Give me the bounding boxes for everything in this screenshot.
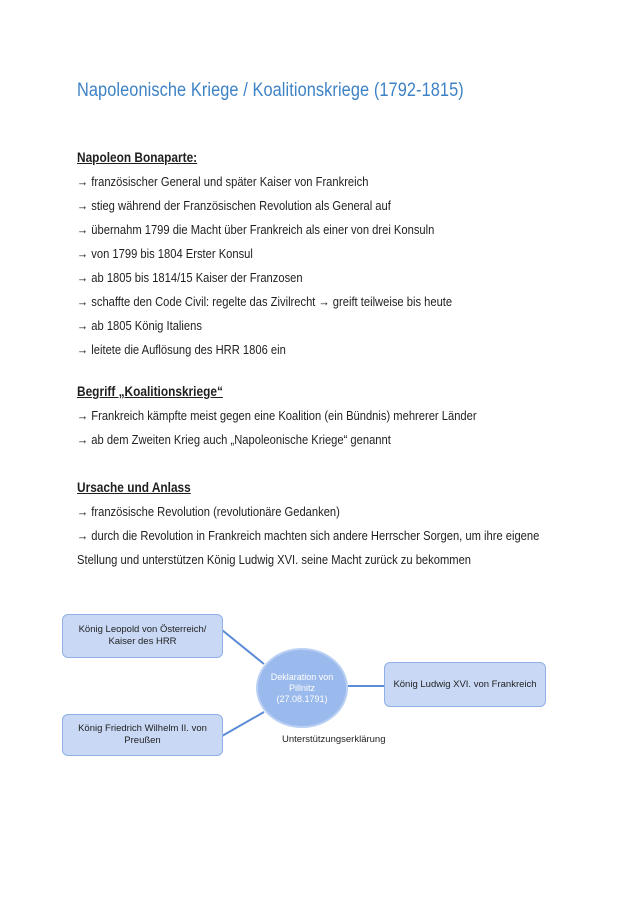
section-heading: Ursache und Anlass: [77, 480, 191, 495]
text-line: → ab dem Zweiten Krieg auch „Napoleonische Kriege“ genannt: [77, 432, 391, 447]
text-line: → französische Revolution (revolutionäre Gedanken): [77, 504, 340, 519]
diagram-caption: Unterstützungserklärung: [282, 734, 386, 745]
text-line: → von 1799 bis 1804 Erster Konsul: [77, 246, 253, 261]
circle-deklaration-pillnitz: Deklaration von Pillnitz (27.08.1791): [256, 648, 348, 728]
section-ursache-anlass: [77, 476, 577, 572]
text-line: → übernahm 1799 die Macht über Frankreich als einer von drei Konsuln: [77, 222, 435, 237]
text-line: → leitete die Auflösung des HRR 1806 ein: [77, 342, 286, 357]
connector-bottom-left: [222, 712, 264, 736]
page-title: Napoleonische Kriege / Koalitionskriege (1792-1815): [77, 80, 464, 101]
box-ludwig: König Ludwig XVI. von Frankreich: [384, 662, 546, 707]
box-leopold: König Leopold von Österreich/ Kaiser des HRR: [62, 614, 223, 658]
section-heading: Begriff „Koalitionskriege“: [77, 384, 223, 399]
text-line: → ab 1805 bis 1814/15 Kaiser der Franzosen: [77, 270, 303, 285]
text-line: → Frankreich kämpfte meist gegen eine Koalition (ein Bündnis) mehrerer Länder: [77, 408, 477, 423]
text-line: → schaffte den Code Civil: regelte das Zivilrecht → greift teilweise bis heute: [77, 294, 453, 309]
box-friedrich-wilhelm: König Friedrich Wilhelm II. von Preußen: [62, 714, 223, 756]
text-line: → französischer General und später Kaiser von Frankreich: [77, 174, 369, 189]
text-line: → stieg während der Französischen Revolution als General auf: [77, 198, 391, 213]
section-koalitionskriege: [77, 380, 577, 452]
section-napoleon: [77, 146, 577, 362]
section-heading: Napoleon Bonaparte:: [77, 150, 198, 165]
pillnitz-diagram: [0, 600, 640, 770]
text-line: → durch die Revolution in Frankreich machten sich andere Herrscher Sorgen, um ihre eigene Stellung und unterstützen König Ludwig XVI. seine Macht zurück zu bekommen: [77, 528, 540, 567]
connector-top-left: [222, 630, 264, 664]
text-line: → ab 1805 König Italiens: [77, 318, 202, 333]
